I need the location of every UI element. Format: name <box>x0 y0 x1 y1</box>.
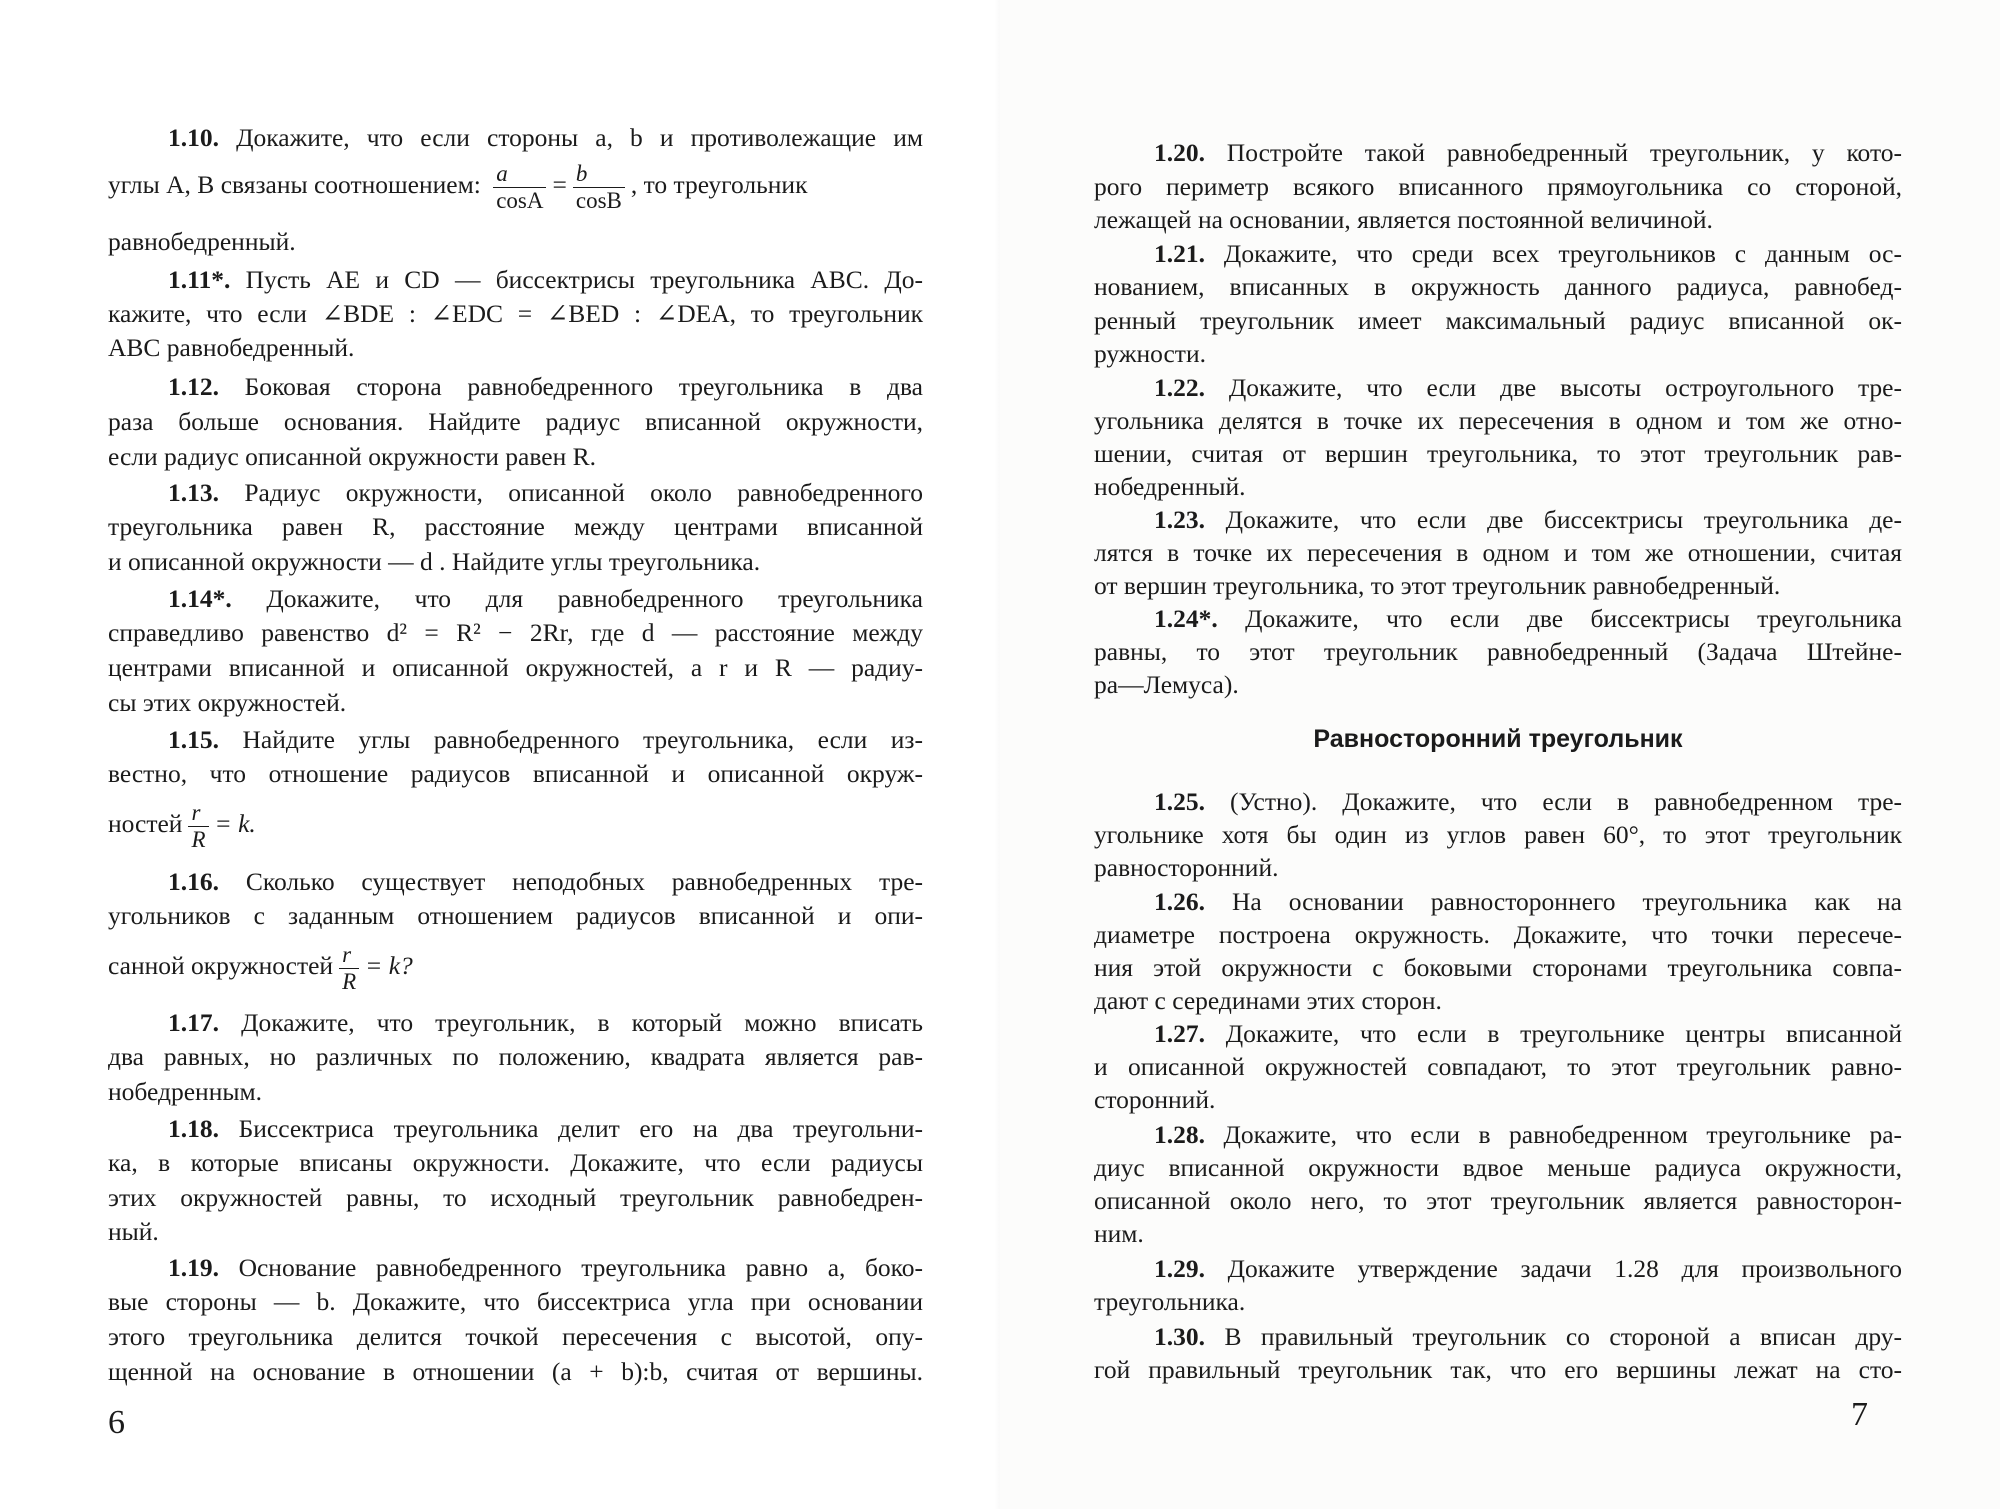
text-span: описанной около него, то этот треугольник является равносторон- <box>1094 1186 1902 1215</box>
page-number-left: 6 <box>108 1404 125 1441</box>
problem-number: 1.10. <box>168 123 219 152</box>
problem-1-18-line-2 <box>108 1146 923 1180</box>
fraction-denominator: R <box>188 826 208 853</box>
problem-number: 1.17. <box>168 1008 219 1037</box>
problem-1-21-line-2 <box>1094 270 1902 304</box>
problem-number: 1.27. <box>1154 1019 1205 1048</box>
text-span: сторонний. <box>1094 1085 1216 1114</box>
text-span: Радиус окружности, описанной около равнобедренного <box>244 478 923 507</box>
text-span: На основании равностороннего треугольника как на <box>1232 887 1903 916</box>
text-span: Докажите, что если две биссектрисы треугольника де- <box>1225 505 1902 534</box>
problem-1-15-line-1 <box>108 723 923 757</box>
text-span: Основание равнобедренного треугольника равно a, боко- <box>238 1253 923 1282</box>
problem-1-18-line-4 <box>108 1215 923 1249</box>
problem-1-26-line-3 <box>1094 951 1902 985</box>
problem-1-30-line-1 <box>1094 1320 1902 1354</box>
text-span: ния этой окружности с боковыми сторонами треугольника совпа- <box>1094 953 1902 982</box>
problem-number: 1.20. <box>1154 138 1205 167</box>
problem-1-24-line-2 <box>1094 635 1902 669</box>
problem-number: 1.30. <box>1154 1322 1205 1351</box>
text-span: Найдите углы равнобедренного треугольника, если из- <box>242 725 923 754</box>
text-span: и описанной окружностей совпадают, то этот треугольник равно- <box>1094 1052 1902 1081</box>
fraction-numerator: a <box>496 160 508 186</box>
text-span: Биссектриса треугольника делит его на два треугольни- <box>238 1114 924 1143</box>
problem-1-24-line-3 <box>1094 668 1902 702</box>
problem-number: 1.22. <box>1154 373 1205 402</box>
fraction-r-over-R <box>188 800 208 853</box>
problem-1-14-line-2 <box>108 616 923 650</box>
fraction-a-over-cosA <box>493 161 546 214</box>
problem-1-29-line-1 <box>1094 1252 1902 1286</box>
text-span: ABC равнобедренный. <box>108 333 355 362</box>
text-span: Докажите, что для равнобедренного треугольника <box>266 584 923 613</box>
problem-1-29-line-2 <box>1094 1285 1902 1319</box>
text-span: Докажите, что если стороны a, b и противолежащие им <box>236 123 923 152</box>
problem-1-27-line-1 <box>1094 1017 1902 1051</box>
text-span: вые стороны — b. Докажите, что биссектриса угла при основании <box>108 1287 923 1316</box>
problem-1-22-line-3 <box>1094 437 1902 471</box>
text-span: угольника делятся в точке их пересечения в одном и том же отно- <box>1094 406 1902 435</box>
problem-number: 1.24*. <box>1154 604 1218 633</box>
text-span: сы этих окружностей. <box>108 688 347 717</box>
problem-1-15-line-3 <box>108 793 923 855</box>
problem-number: 1.13. <box>168 478 219 507</box>
problem-1-17-line-2 <box>108 1040 923 1074</box>
text-span: треугольника. <box>1094 1287 1246 1316</box>
problem-1-17-line-3 <box>108 1075 923 1109</box>
problem-1-19-line-4 <box>108 1355 923 1389</box>
fraction-numerator: b <box>575 160 588 186</box>
text-span: нобедренный. <box>1094 472 1246 501</box>
problem-1-17-line-1 <box>108 1006 923 1040</box>
text-span: равнобедренный. <box>108 227 296 256</box>
text-span: шении, считая от вершин треугольника, то этот треугольник рав- <box>1094 439 1902 468</box>
problem-number: 1.19. <box>168 1253 219 1282</box>
text-span: нобедренным. <box>108 1077 262 1106</box>
problem-1-11-line-2 <box>108 297 923 331</box>
fraction-numerator: r <box>191 799 201 825</box>
problem-number: 1.15. <box>168 725 219 754</box>
text-span: (Устно). Докажите, что если в равнобедренном тре- <box>1230 787 1903 816</box>
problem-1-28-line-2 <box>1094 1151 1902 1185</box>
problem-1-14-line-4 <box>108 686 923 720</box>
problem-number: 1.14*. <box>168 584 232 613</box>
text-span: рого периметр всякого вписанного прямоугольника со стороной, <box>1094 172 1902 201</box>
problem-1-28-line-3 <box>1094 1184 1902 1218</box>
text-span: и описанной окружности — d . Найдите углы треугольника. <box>108 547 761 576</box>
problem-1-12-line-1 <box>108 370 923 404</box>
text-span: кажите, что если ∠BDE : ∠EDC = ∠BED : ∠DEA, то треугольник <box>108 299 923 328</box>
text-span: угольников с заданным отношением радиусов вписанной и опи- <box>108 901 923 930</box>
text-span: Пусть AE и CD — биссектрисы треугольника ABC. До- <box>245 265 923 294</box>
text-span: вестно, что отношение радиусов вписанной и описанной окруж- <box>108 759 923 788</box>
problem-1-27-line-2 <box>1094 1050 1902 1084</box>
text-span: Докажите, что если в равнобедренном треугольнике ра- <box>1223 1120 1902 1149</box>
text-span: ка, в которые вписаны окружности. Докажите, что если радиусы <box>108 1148 923 1177</box>
problem-1-18-line-1 <box>108 1112 923 1146</box>
text-span: этих окружностей равны, то исходный треугольник равнобедрен- <box>108 1183 923 1212</box>
page-number-right: 7 <box>1851 1396 1868 1433</box>
problem-1-16-line-2 <box>108 899 923 933</box>
text-span: Постройте такой равнобедренный треугольник, у кото- <box>1226 138 1903 167</box>
problem-number: 1.11*. <box>168 265 231 294</box>
text-span: лежащей на основании, является постоянной величиной. <box>1094 205 1713 234</box>
problem-1-23-line-2 <box>1094 536 1902 570</box>
problem-1-27-line-3 <box>1094 1083 1902 1117</box>
problem-1-20-line-1 <box>1094 136 1902 170</box>
problem-1-19-line-2 <box>108 1285 923 1319</box>
text-span: Докажите, что треугольник, в который можно вписать <box>241 1008 923 1037</box>
problem-number: 1.12. <box>168 372 219 401</box>
problem-number: 1.16. <box>168 867 219 896</box>
problem-1-13-line-2 <box>108 510 923 544</box>
problem-1-28-line-4 <box>1094 1217 1902 1251</box>
right-page <box>1000 0 2000 1509</box>
problem-number: 1.18. <box>168 1114 219 1143</box>
text-span: ный. <box>108 1217 159 1246</box>
problem-number: 1.26. <box>1154 887 1205 916</box>
fraction-denominator: cosB <box>573 187 625 214</box>
problem-1-14-line-1 <box>108 582 923 616</box>
problem-1-26-line-4 <box>1094 984 1902 1018</box>
text-span: щенной на основание в отношении (a + b):b, считая от вершины. <box>108 1357 923 1386</box>
text-span: ружности. <box>1094 339 1206 368</box>
problem-1-10-line-1 <box>108 121 923 155</box>
text-span: раза больше основания. Найдите радиус вписанной окружности, <box>108 407 923 436</box>
text-span: санной окружностей <box>108 951 334 980</box>
problem-1-13-line-1 <box>108 476 923 510</box>
problem-1-24-line-1 <box>1094 602 1902 636</box>
text-span: диаметре построена окружность. Докажите, что точки пересече- <box>1094 920 1902 949</box>
text-span: нованием, вписанных в окружность данного радиуса, равнобед- <box>1094 272 1902 301</box>
problem-1-12-line-3 <box>108 440 923 474</box>
text-span: Докажите, что если две высоты остроугольного тре- <box>1228 373 1902 402</box>
text-span: равны, то этот треугольник равнобедренный (Задача Штейне- <box>1094 637 1902 666</box>
problem-1-26-line-2 <box>1094 918 1902 952</box>
text-span: ра—Лемуса). <box>1094 670 1239 699</box>
text-span: равносторонний. <box>1094 853 1279 882</box>
problem-1-11-line-1 <box>108 263 923 297</box>
text-span: Докажите, что если в треугольнике центры вписанной <box>1225 1019 1903 1048</box>
problem-1-21-line-1 <box>1094 237 1902 271</box>
text-span: справедливо равенство d² = R² − 2Rr, где d — расстояние между <box>108 618 923 647</box>
fraction-denominator: cosA <box>493 187 546 214</box>
text-span: ренный треугольник имеет максимальный радиус вписанной ок- <box>1094 306 1902 335</box>
problem-1-19-line-1 <box>108 1251 923 1285</box>
problem-1-28-line-1 <box>1094 1118 1902 1152</box>
problem-number: 1.23. <box>1154 505 1205 534</box>
text-span: центрами вписанной и описанной окружностей, а r и R — радиу- <box>108 653 923 682</box>
text-span: углы A, B связаны соотношением: <box>108 170 481 199</box>
problem-1-23-line-1 <box>1094 503 1902 537</box>
problem-1-14-line-3 <box>108 651 923 685</box>
problem-1-26-line-1 <box>1094 885 1902 919</box>
problem-1-10-line-2 <box>108 154 923 216</box>
text-span: = k. <box>214 809 256 838</box>
problem-1-23-line-3 <box>1094 569 1902 603</box>
problem-1-25-line-2 <box>1094 818 1902 852</box>
fraction-denominator: R <box>339 968 359 995</box>
text-span: ностей <box>108 809 183 838</box>
problem-1-30-line-2 <box>1094 1353 1902 1387</box>
fraction-numerator: r <box>342 941 352 967</box>
problem-number: 1.25. <box>1154 787 1205 816</box>
problem-1-19-line-3 <box>108 1320 923 1354</box>
problem-1-22-line-2 <box>1094 404 1902 438</box>
text-span: Докажите утверждение задачи 1.28 для произвольного <box>1227 1254 1903 1283</box>
problem-1-15-line-2 <box>108 757 923 791</box>
text-span: диус вписанной окружности вдвое меньше радиуса окружности, <box>1094 1153 1902 1182</box>
text-span: дают с серединами этих сторон. <box>1094 986 1442 1015</box>
problem-1-25-line-3 <box>1094 851 1902 885</box>
text-span: Боковая сторона равнобедренного треугольника в два <box>244 372 923 401</box>
text-span: ним. <box>1094 1219 1144 1248</box>
problem-1-20-line-3 <box>1094 203 1902 237</box>
problem-1-13-line-3 <box>108 545 923 579</box>
problem-1-25-line-1 <box>1094 785 1902 819</box>
problem-1-10-line-3 <box>108 225 923 259</box>
problem-1-21-line-4 <box>1094 337 1902 371</box>
problem-number: 1.21. <box>1154 239 1205 268</box>
text-span: лятся в точке их пересечения в одном и том же отношении, считая <box>1094 538 1902 567</box>
fraction-b-over-cosB <box>573 161 625 214</box>
problem-1-16-line-3 <box>108 935 923 997</box>
text-span: Докажите, что среди всех треугольников с данным ос- <box>1223 239 1902 268</box>
text-span: если радиус описанной окружности равен R. <box>108 442 596 471</box>
text-span: Докажите, что если две биссектрисы треугольника <box>1245 604 1902 633</box>
problem-1-21-line-3 <box>1094 304 1902 338</box>
text-span: Сколько существует неподобных равнобедренных тре- <box>245 867 924 896</box>
text-span: угольнике хотя бы один из углов равен 60°, то этот треугольник <box>1094 820 1902 849</box>
problem-number: 1.29. <box>1154 1254 1205 1283</box>
text-span: гой правильный треугольник так, что его вершины лежат на сто- <box>1094 1355 1902 1384</box>
problem-number: 1.28. <box>1154 1120 1205 1149</box>
text-span: , то треугольник <box>630 170 808 199</box>
text-span: два равных, но различных по положению, квадрата является рав- <box>108 1042 923 1071</box>
problem-1-18-line-3 <box>108 1181 923 1215</box>
text-span: треугольника равен R, расстояние между центрами вписанной <box>108 512 923 541</box>
problem-1-20-line-2 <box>1094 170 1902 204</box>
text-span: этого треугольника делится точкой пересечения с высотой, опу- <box>108 1322 923 1351</box>
equals-sign: = <box>552 170 567 199</box>
section-heading: Равносторонний треугольник <box>1313 725 1683 753</box>
problem-1-22-line-1 <box>1094 371 1902 405</box>
problem-1-12-line-2 <box>108 405 923 439</box>
text-span: от вершин треугольника, то этот треугольник равнобедренный. <box>1094 571 1781 600</box>
problem-1-11-line-3 <box>108 331 923 365</box>
fraction-r-over-R <box>339 942 359 995</box>
text-span: В правильный треугольник со стороной a вписан дру- <box>1224 1322 1903 1351</box>
problem-1-16-line-1 <box>108 865 923 899</box>
text-span: = k? <box>365 951 413 980</box>
problem-1-22-line-4 <box>1094 470 1902 504</box>
